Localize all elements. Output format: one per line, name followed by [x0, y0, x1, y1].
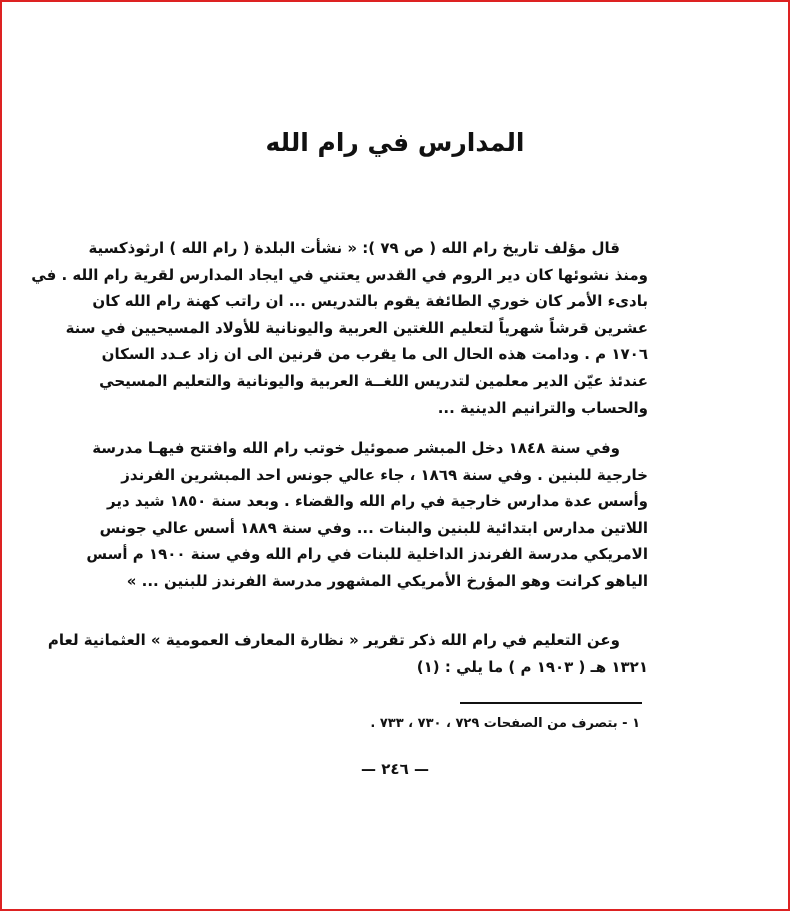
- text-line: قال مؤلف تاريخ رام الله ( ص ٧٩ ): « نشأت البلدة ( رام الله ) ارثوذكسية: [88, 239, 620, 257]
- text-line: ومنذ نشوئها كان دير الروم في القدس يعتني في ايجاد المدارس لقرية رام الله . في: [31, 265, 648, 284]
- paragraph-3: [47, 627, 648, 680]
- text-line: بادىء الأمر كان خوري الطائفة يقوم بالتدريس ... ان راتب كهنة رام الله كان: [92, 292, 648, 311]
- page-number: — ٢٤٦ —: [361, 760, 429, 778]
- text-line: عشرين قرشاً شهرياً لتعليم اللغتين العربية واليونانية للأولاد المسيحيين في سنة: [65, 318, 648, 337]
- text-line: الياهو كرانت وهو المؤرخ الأمريكي المشهور مدرسة الفرندز للبنين ... »: [126, 571, 648, 590]
- text-line: والحساب والترانيم الدينية ...: [437, 398, 648, 417]
- text-line: الامريكي مدرسة الفرندز الداخلية للبنات في رام الله وفي سنة ١٩٠٠ م أسس: [86, 545, 648, 564]
- text-line: عندئذ عيّن الدير معلمين لتدريس اللغــة العربية واليونانية والتعليم المسيحي: [99, 371, 648, 390]
- text-line: وأسس عدة مدارس خارجية في رام الله والقضاء . وبعد سنة ١٨٥٠ شيد دير: [107, 492, 648, 511]
- footnote: ١ - بتصرف من الصفحات ٧٢٩ ، ٧٣٠ ، ٧٣٣ .: [370, 716, 640, 731]
- page-title: المدارس في رام الله: [265, 128, 525, 157]
- footnote-divider: [460, 702, 642, 704]
- text-line: ١٣٢١ هـ ( ١٩٠٣ م ) ما يلي : (١): [416, 657, 648, 676]
- text-line: ١٧٠٦ م . ودامت هذه الحال الى ما يقرب من قرنين الى ان زاد عـدد السكان: [101, 345, 648, 364]
- text-line: وعن التعليم في رام الله ذكر تقرير « نظارة المعارف العمومية » العثمانية لعام: [47, 631, 620, 649]
- text-line: اللاتين مدارس ابتدائية للبنين والبنات ... وفي سنة ١٨٨٩ أسس عالي جونس: [99, 518, 648, 537]
- text-line: وفي سنة ١٨٤٨ دخل المبشر صموئيل خوتب رام الله وافتتح فيهـا مدرسة: [92, 439, 620, 457]
- paragraph-2: [86, 435, 648, 595]
- paragraph-1: [31, 235, 648, 421]
- text-line: خارجية للبنين . وفي سنة ١٨٦٩ ، جاء عالي جونس احد المبشرين الفرندز: [121, 465, 648, 484]
